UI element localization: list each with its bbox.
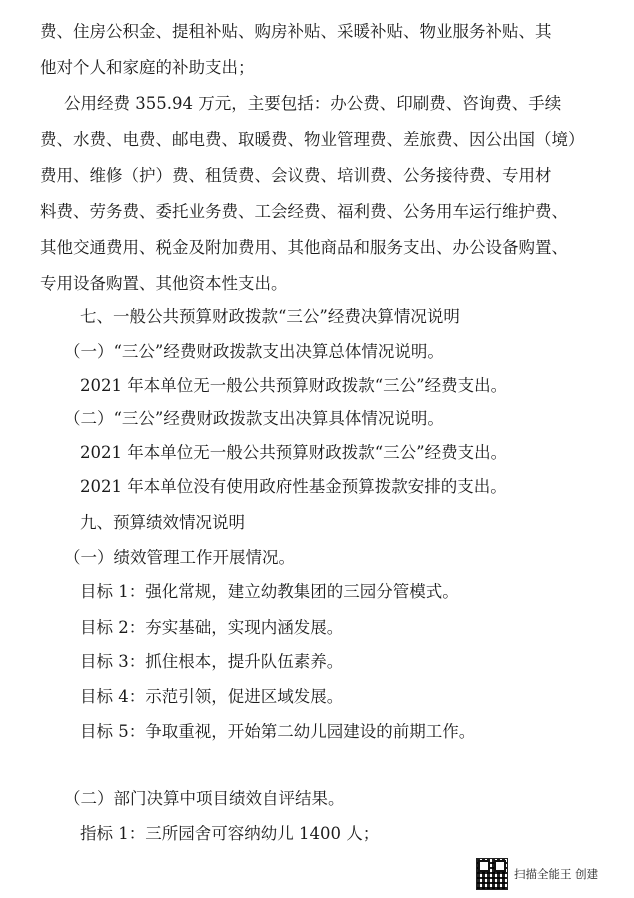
- list-item: 目标 5：争取重视，开始第二幼儿园建设的前期工作。: [80, 722, 476, 741]
- text-line: 2021 年本单位无一般公共预算财政拨款“三公”经费支出。: [80, 376, 508, 395]
- subsection-heading: （二）部门决算中项目绩效自评结果。: [64, 789, 345, 808]
- section-heading: 九、预算绩效情况说明: [80, 513, 245, 532]
- subsection-heading: （一）“三公”经费财政拨款支出决算总体情况说明。: [64, 342, 444, 361]
- list-item: 目标 2：夯实基础，实现内涵发展。: [80, 618, 344, 637]
- text-line: 他对个人和家庭的补助支出；: [40, 58, 255, 77]
- qr-code-icon: [476, 858, 508, 890]
- watermark-text: 扫描全能王 创建: [514, 867, 599, 881]
- text-line: 料费、劳务费、委托业务费、工会经费、福利费、公务用车运行维护费、: [40, 202, 568, 221]
- text-line: 费用、维修（护）费、租赁费、会议费、培训费、公务接待费、专用材: [40, 166, 552, 185]
- text-line: 公用经费 355.94 万元，主要包括：办公费、印刷费、咨询费、手续: [64, 94, 562, 113]
- text-line: 费、水费、电费、邮电费、取暖费、物业管理费、差旅费、因公出国（境）: [40, 130, 585, 149]
- text-line: 2021 年本单位无一般公共预算财政拨款“三公”经费支出。: [80, 443, 508, 462]
- list-item: 目标 3：抓住根本，提升队伍素养。: [80, 652, 344, 671]
- list-item: 目标 1：强化常规，建立幼教集团的三园分管模式。: [80, 582, 459, 601]
- subsection-heading: （一）绩效管理工作开展情况。: [64, 548, 295, 567]
- scanner-watermark: [476, 858, 626, 890]
- section-heading: 七、一般公共预算财政拨款“三公”经费决算情况说明: [80, 307, 460, 326]
- text-line: 费、住房公积金、提租补贴、购房补贴、采暖补贴、物业服务补贴、其: [40, 22, 552, 41]
- list-item: 目标 4：示范引领，促进区域发展。: [80, 687, 344, 706]
- list-item: 指标 1：三所园舍可容纳幼儿 1400 人；: [80, 824, 380, 843]
- text-line: 专用设备购置、其他资本性支出。: [40, 274, 288, 293]
- text-line: 2021 年本单位没有使用政府性基金预算拨款安排的支出。: [80, 477, 507, 496]
- subsection-heading: （二）“三公”经费财政拨款支出决算具体情况说明。: [64, 409, 444, 428]
- text-line: 其他交通费用、税金及附加费用、其他商品和服务支出、办公设备购置、: [40, 238, 568, 257]
